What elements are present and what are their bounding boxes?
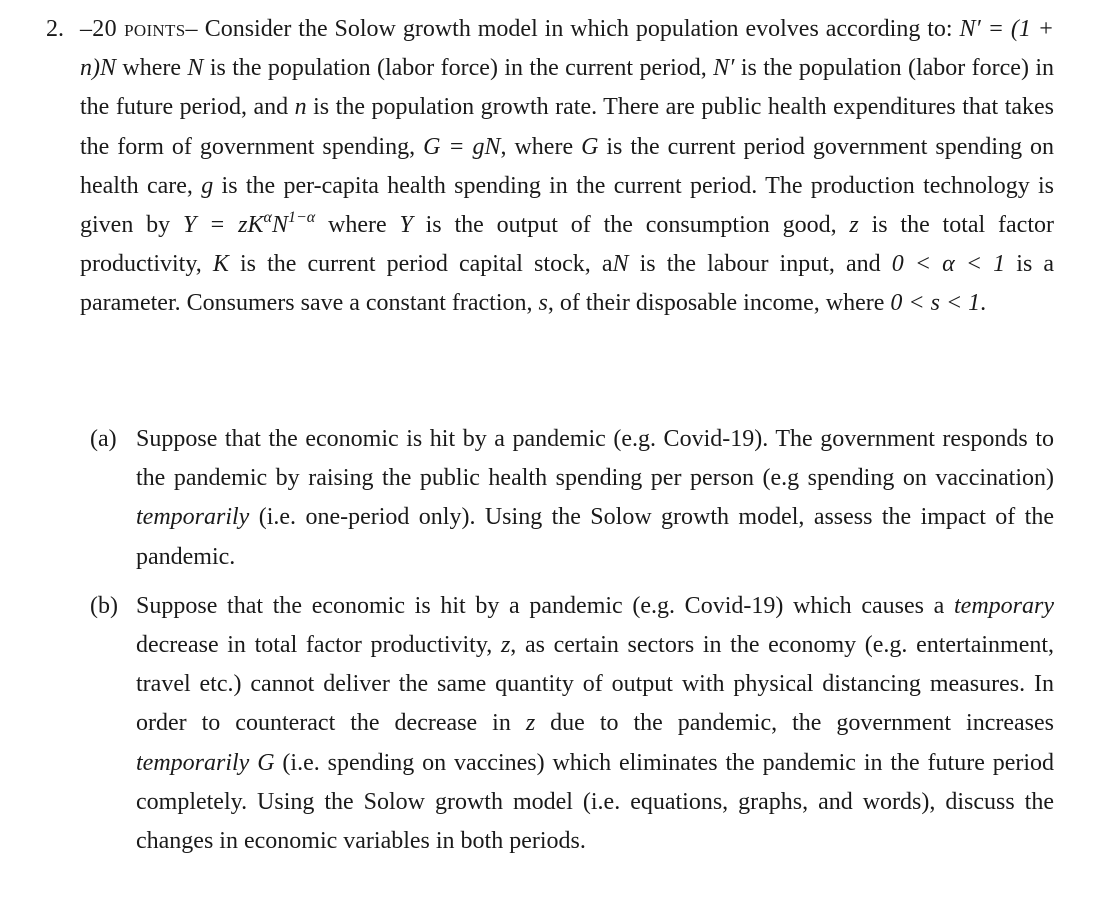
equation-production bbox=[182, 209, 316, 239]
var-g: g bbox=[201, 172, 214, 199]
var-G: G bbox=[581, 133, 599, 160]
var-z: z bbox=[525, 710, 536, 737]
var-N: N bbox=[612, 251, 629, 278]
intro-text: is the output of the consumption good, bbox=[425, 212, 837, 239]
intro-text: , where bbox=[500, 133, 574, 160]
part-text: (i.e. spending on vaccines) which eliminates the pandemic in the future period completely. Using the Solow growth model (i.e. equations, graphs, and words), discuss the changes in economic variables in both periods. bbox=[136, 749, 1055, 855]
equation-population: N′ = (1 + n)N bbox=[80, 16, 1054, 82]
problem-number: 2. bbox=[46, 16, 64, 42]
intro-text: is the per-capita health spending in the current period. The production technology is given by bbox=[80, 172, 1055, 239]
part-text: Suppose that the economic is hit by a pandemic (e.g. Covid-19). The government responds to the pandemic by raising the public health spending per person (e.g spending on vaccination) bbox=[136, 426, 1054, 492]
intro-text: is the current period capital stock, a bbox=[240, 251, 613, 278]
var-z: z bbox=[500, 632, 511, 659]
part-text: , as certain sectors in the economy (e.g. entertainment, travel etc.) cannot deliver the same quantity of output with physical distancing measures. In order to counteract the decrease in bbox=[136, 632, 1055, 737]
intro-text: is the current period government spending on health care, bbox=[80, 133, 1055, 199]
intro-text: is the population (labor force) in the current period, bbox=[209, 55, 707, 82]
part-b-label: (b) bbox=[90, 592, 118, 619]
intro-text: where bbox=[122, 55, 182, 82]
intro-text: is the population growth rate. There are public health expenditures that takes the form of government spending, bbox=[80, 94, 1055, 160]
problem-parts bbox=[90, 420, 1054, 871]
eq-production-alpha: α bbox=[263, 209, 272, 227]
var-s: s bbox=[538, 290, 548, 317]
var-N-prime: N′ bbox=[713, 55, 735, 82]
eq-production-exponent: 1−α bbox=[287, 209, 316, 227]
eq-production-base: Y = zK bbox=[182, 212, 264, 239]
part-b-text bbox=[136, 587, 1054, 861]
var-G: G bbox=[257, 749, 275, 776]
equation-s-range: 0 < s < 1 bbox=[890, 290, 981, 317]
part-text: decrease in total factor productivity, bbox=[136, 632, 493, 659]
intro-text: , of their disposable income, where bbox=[547, 290, 885, 317]
part-a-label: (a) bbox=[90, 426, 117, 452]
intro-text: where bbox=[327, 212, 387, 239]
equation-government: G = gN bbox=[423, 133, 501, 160]
intro-text: is the labour input, and bbox=[639, 251, 881, 278]
part-text: (i.e. one-period only). Using the Solow growth model, assess the impact of the pandemic. bbox=[136, 504, 1055, 570]
intro-text: is the total factor productivity, bbox=[80, 212, 1054, 278]
part-b bbox=[90, 587, 1054, 861]
problem-points: –20 points– bbox=[80, 16, 198, 42]
part-a bbox=[90, 420, 1054, 577]
intro-text: Consider the Solow growth model in which population evolves according to: bbox=[204, 16, 953, 42]
intro-text: . bbox=[980, 290, 987, 317]
part-a-text bbox=[136, 420, 1054, 577]
emphasis: temporary bbox=[954, 592, 1054, 619]
emphasis: temporarily bbox=[136, 749, 250, 776]
equation-alpha-range: 0 < α < 1 bbox=[891, 251, 1006, 278]
problem-statement bbox=[80, 10, 1054, 324]
var-Y: Y bbox=[399, 212, 413, 239]
emphasis: temporarily bbox=[136, 504, 250, 531]
var-N: N bbox=[187, 55, 204, 82]
var-K: K bbox=[212, 251, 229, 278]
intro-text: is the population (labor force) in the future period, and bbox=[80, 55, 1055, 121]
eq-production-N: N bbox=[271, 212, 288, 239]
part-text: due to the pandemic, the government increases bbox=[550, 710, 1055, 737]
part-text: Suppose that the economic is hit by a pandemic (e.g. Covid-19) which causes a bbox=[136, 592, 945, 619]
problem-2 bbox=[46, 10, 1054, 324]
intro-text: is a parameter. Consumers save a constant fraction, bbox=[80, 251, 1055, 317]
var-z: z bbox=[849, 212, 859, 239]
var-n: n bbox=[294, 94, 307, 121]
